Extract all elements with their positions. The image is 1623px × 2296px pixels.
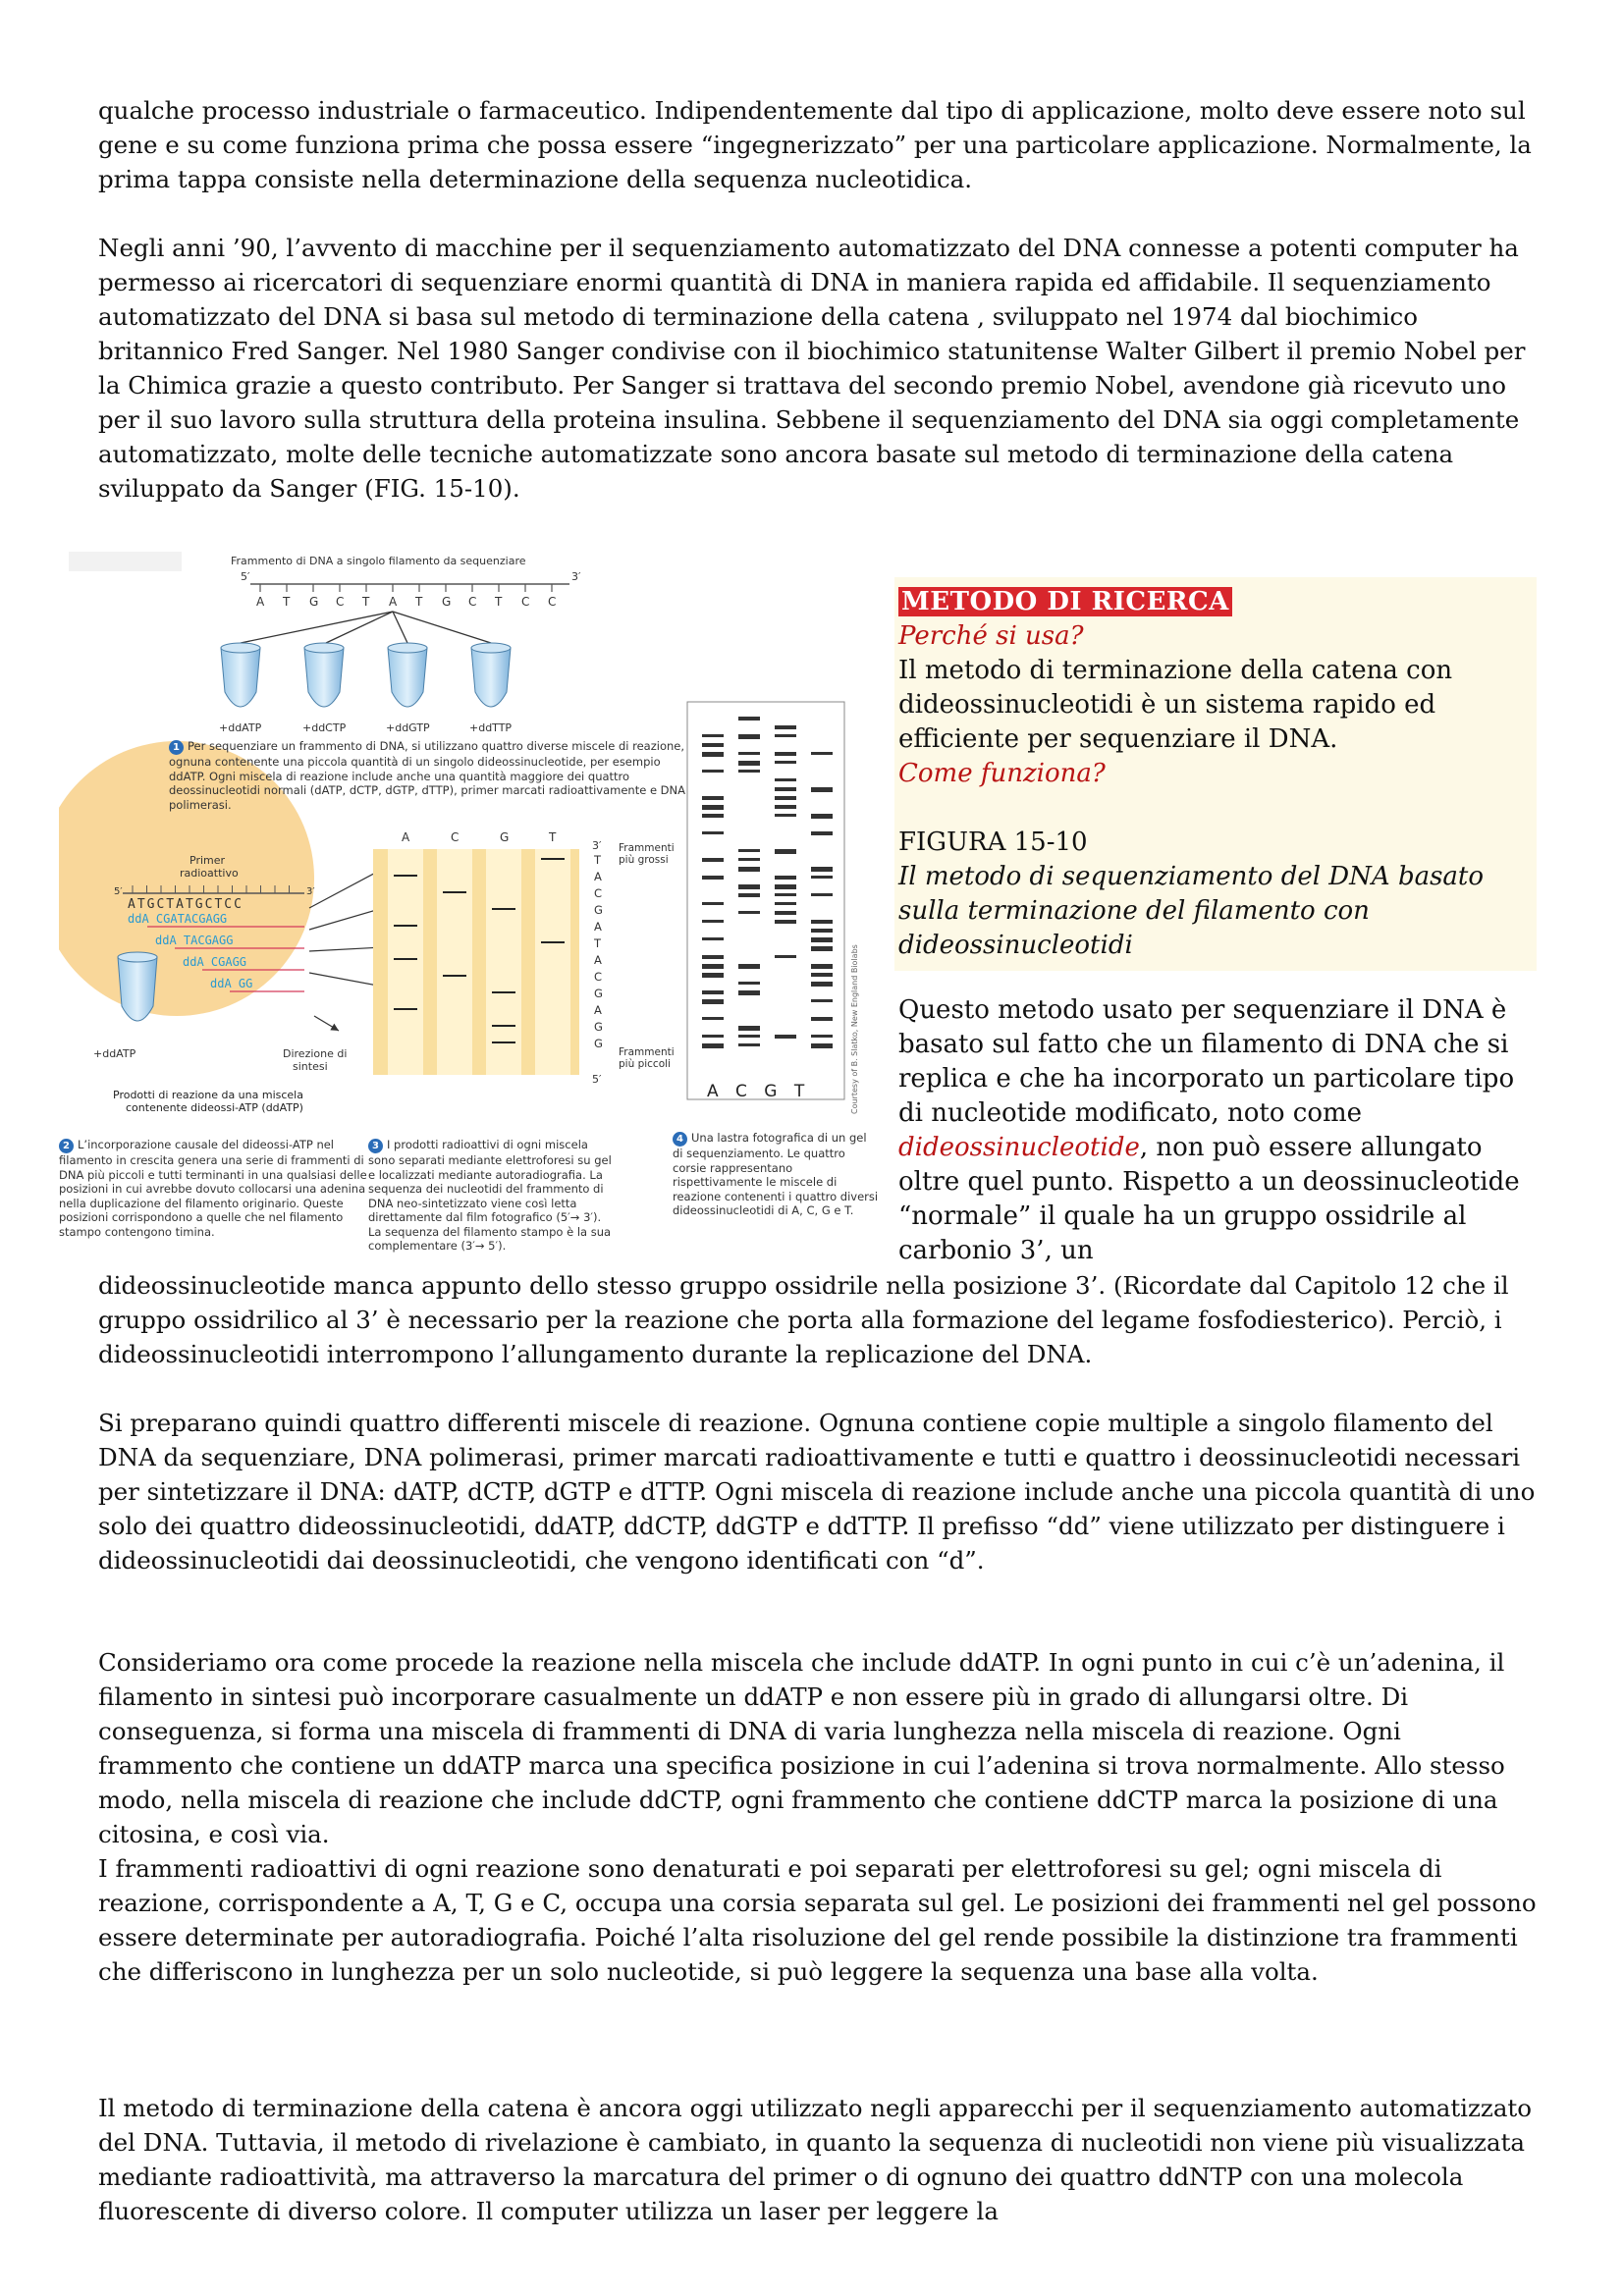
photo-band: [738, 867, 760, 872]
reaction-tube: [221, 648, 260, 707]
paragraph-sanger: Negli anni ’90, l’avvento di macchine per il sequenziamento automatizzato del DNA connesse a potenti computer ha permesso ai ricercatori di sequenziare enormi quantità di DNA in maniera rapida ed affidabile. Il sequenziamento automatizzato del DNA si basa sul metodo di terminazione della catena , sviluppato nel 1974 dal biochimico britannico Fred Sanger. Nel 1980 Sanger condivise con il biochimico statunitense Walter Gilbert il premio Nobel per la Chimica grazie a questo contributo. Per Sanger si trattava del secondo premio Nobel, avendone già ricevuto uno per il suo lavoro sulla struttura della proteina insulina. Sebbene il sequenziamento del DNA sia oggi completamente automatizzato, molte delle tecniche automatizzate sono ancora basate sul metodo di terminazione della catena sviluppato da Sanger (FIG. 15-10).: [98, 234, 1526, 503]
photo-band: [702, 831, 724, 834]
step3-caption: 3 I prodotti radioattivi di ogni miscela sono separati mediante elettroforesi su gel e localizzati mediante autoradiografia. La sequenza dei nucleotidi del frammento di DNA neo-sintetizzato viene così letta direttamente dal film fotografico (5′→ 3′). La sequenza del filamento stampo è la sua complementare (3′→ 5′).: [368, 1138, 612, 1253]
photo-band: [811, 937, 833, 942]
strand-base: A: [256, 595, 265, 609]
sidebar-body: Questo metodo usato per sequenziare il DNA è basato sul fatto che un filamento di DNA che si replica e che ha incorporato un particolare tipo di nucleotide modificato, noto come dideossinucleotide, non può essere allungato oltre quel punto. Rispetto a un deossinucleotide “normale” il quale ha un gruppo ossidrile al carbonio 3’, un: [898, 995, 1520, 1265]
photo-band: [775, 893, 796, 896]
photo-band: [738, 761, 760, 766]
photo-band: [775, 902, 796, 905]
courtesy-label: Courtesy of B. Slatko, New England Biolabs: [850, 944, 859, 1114]
strand-base: C: [468, 595, 477, 609]
photo-band: [702, 734, 724, 737]
step3-number: 3: [368, 1139, 383, 1153]
photo-band: [702, 955, 724, 959]
fragment-label: ddA GG: [210, 977, 253, 990]
photo-band: [811, 1043, 833, 1048]
photo-band: [702, 990, 724, 994]
photo-band: [702, 876, 724, 880]
photo-band: [775, 884, 796, 889]
photo-band: [775, 752, 796, 756]
photo-band: [738, 717, 760, 721]
figure-label: FIGURA 15-10: [898, 828, 1088, 857]
photo-band: [811, 929, 833, 933]
photo-band: [811, 1017, 833, 1021]
photo-band: [702, 743, 724, 747]
photo-band: [738, 770, 760, 773]
strand-5-label: 5′: [241, 570, 250, 583]
photo-band: [738, 849, 760, 852]
photo-band: [738, 982, 760, 985]
sequence-letter: C: [594, 886, 603, 900]
photo-band: [775, 725, 796, 729]
gel-lane: [388, 849, 423, 1075]
photo-band: [775, 778, 796, 781]
sequence-letter: A: [594, 870, 602, 883]
photo-band: [775, 734, 796, 737]
question-why: Perché si usa?: [898, 621, 1084, 651]
paragraph-mixtures: Si preparano quindi quattro differenti miscele di reazione. Ognuna contiene copie multiple a singolo filamento del DNA da sequenziare, DNA polimerasi, primer marcati radioattivamente e tutti e quattro i deossinucleotidi necessari per sintetizzare il DNA: dATP, dCTP, dGTP e dTTP. Ogni miscela di reazione include anche una piccola quantità di uno solo dei quattro dideossinucleotidi, ddATP, ddCTP, ddGTP e ddTTP. Il prefisso “dd” viene utilizzato per distinguere i dideossinucleotidi dai deossinucleotidi, che vengono identificati con “d”.: [98, 1409, 1536, 1575]
strand-base: C: [548, 595, 557, 609]
sequence-letter: G: [594, 1020, 603, 1034]
svg-text:5′: 5′: [592, 1073, 602, 1086]
photo-band: [811, 876, 833, 879]
strand-ticks: [260, 584, 552, 592]
question-how: Come funziona?: [898, 759, 1106, 788]
step4-number: 4: [673, 1132, 687, 1147]
svg-text:5′: 5′: [114, 886, 123, 897]
tube-label: +ddTTP: [469, 721, 513, 734]
photo-band: [702, 752, 724, 757]
photo-band: [702, 973, 724, 978]
sanger-figure: [59, 545, 893, 1261]
photo-band: [702, 1035, 724, 1038]
gel-column-label: A: [402, 830, 410, 844]
reaction-tube: [388, 648, 427, 707]
photo-band: [738, 964, 760, 969]
photo-band: [811, 973, 833, 977]
fragment-label: ddA CGATACGAGG: [128, 912, 228, 926]
step4-caption: 4 Una lastra fotografica di un gel di sequenziamento. Le quattro corsie rappresentano rispettivamente le miscele di reazione contenenti i quattro diversi dideossinucleotidi di A, C, G e T.: [673, 1131, 879, 1217]
strand-base: C: [521, 595, 530, 609]
dideossinucleotide-term: dideossinucleotide: [898, 1133, 1140, 1162]
photo-band: [702, 964, 724, 969]
sequence-letter: C: [594, 970, 603, 984]
paragraph-gel: I frammenti radioattivi di ogni reazione sono denaturati e poi separati per elettroforesi su gel; ogni miscela di reazione, corrispondente a A, T, G e C, occupa una corsia separata sul gel. Le posizioni dei frammenti nel gel possono essere determinate per autoradiografia. Poiché l’alta risoluzione del gel rende possibile la distinzione tra frammenti che differiscono in lunghezza per un solo nucleotide, si può leggere la sequenza una base alla volta.: [98, 1854, 1537, 1986]
strand-base: G: [309, 595, 319, 609]
photo-band: [811, 787, 833, 792]
photo-band: [738, 893, 760, 897]
strand-base: A: [389, 595, 398, 609]
photo-band: [775, 1035, 796, 1039]
photo-band: [775, 876, 796, 880]
sequence-letter: T: [594, 853, 602, 867]
paragraph-continuation: dideossinucleotide manca appunto dello stesso gruppo ossidrile nella posizione 3’. (Ricordate dal Capitolo 12 che il gruppo ossidrilico al 3’ è necessario per la reazione che porta alla formazione del legame fosfodiesterico). Perciò, i dideossinucleotidi interrompono l’allungamento durante la replicazione del DNA.: [98, 1271, 1509, 1368]
photo-band: [702, 796, 724, 800]
gel-column-label: C: [451, 830, 460, 844]
photo-band: [702, 920, 724, 923]
research-method-sidebar: [898, 577, 1537, 1268]
svg-text:3′: 3′: [306, 886, 315, 897]
gel-lane: [486, 849, 521, 1075]
step1-caption: 1 Per sequenziare un frammento di DNA, si utilizzano quattro diverse miscele di reazione, ognuna contenente una piccola quantità di un singolo dideossinucleotide, per esempio ddATP. Ogni miscela di reazione include anche una quantità maggiore dei quattro deossinucleotidi normali (dATP, dCTP, dGTP, dTTP), primer marcati radioattivamente e DNA polimerasi.: [169, 739, 685, 812]
products-label: Prodotti di reazione da una miscela contenente dideossi-ATP (ddATP): [113, 1089, 303, 1114]
photo-band: [811, 831, 833, 835]
photo-column-labels: A C G T: [707, 1082, 811, 1101]
answer-why: Il metodo di terminazione della catena con dideossinucleotidi è un sistema rapido ed efficiente per sequenziare il DNA.: [898, 656, 1453, 754]
photo-band: [738, 884, 760, 889]
strand-base: T: [283, 595, 291, 609]
photo-band: [775, 849, 796, 854]
sequence-letter: T: [594, 936, 602, 950]
svg-text:3′: 3′: [592, 839, 602, 852]
photo-band: [775, 796, 796, 800]
tube-label: +ddCTP: [302, 721, 347, 734]
circle-template: ATGCTATGCTCC: [128, 897, 243, 912]
strand-base: C: [336, 595, 345, 609]
photo-band: [811, 920, 833, 924]
photo-band: [811, 1035, 833, 1038]
photo-band: [702, 805, 724, 810]
sequence-letter: A: [594, 1003, 602, 1017]
strand-base: T: [362, 595, 370, 609]
fragment-label: ddA CGAGG: [183, 955, 247, 969]
photo-band: [775, 787, 796, 791]
tube-label: +ddATP: [219, 721, 262, 734]
photo-band: [811, 893, 833, 896]
method-badge: METODO DI RICERCA: [898, 587, 1232, 616]
fragment-label: ddA TACGAGG: [155, 934, 234, 947]
strand-base: G: [442, 595, 452, 609]
big-fragments-label: Frammenti più grossi: [619, 842, 675, 866]
primer-label: Primer radioattivo: [180, 854, 239, 880]
strand-base: T: [495, 595, 503, 609]
photo-band: [702, 1043, 724, 1048]
step2-number: 2: [59, 1139, 74, 1153]
gel-sequence: [593, 853, 603, 1050]
photo-band: [738, 858, 760, 861]
paragraph-intro: qualche processo industriale o farmaceutico. Indipendentemente dal tipo di applicazione, molto deve essere noto sul gene e su come funziona prima che possa essere “ingegnerizzato” per una particolare applicazione. Normalmente, la prima tappa consiste nella determinazione della sequenza nucleotidica.: [98, 96, 1532, 193]
photo-band: [811, 999, 833, 1002]
photo-band: [702, 902, 724, 905]
photo-band: [702, 858, 724, 862]
step2-caption: 2 L’incorporazione causale del dideossi-ATP nel filamento in crescita genera una serie di frammenti di DNA più piccoli e tutti terminanti in una qualsiasi delle posizioni in cui avrebbe dovuto collocarsi una adenina nella duplicazione del filamento originario. Queste posizioni corrispondono a quelle che nel filamento stampo contengono timina.: [59, 1138, 367, 1239]
sequence-letter: G: [594, 903, 603, 917]
photo-band: [702, 999, 724, 1004]
strand-base: T: [415, 595, 423, 609]
photo-band: [702, 937, 724, 940]
photo-band: [738, 1035, 760, 1038]
tube-bottom-label: +ddATP: [93, 1047, 136, 1060]
photo-band: [738, 990, 760, 995]
photo-band: [811, 752, 833, 755]
paragraph-automation: Il metodo di terminazione della catena è ancora oggi utilizzato negli apparecchi per il sequenziamento automatizzato del DNA. Tuttavia, il metodo di rivelazione è cambiato, in quanto la sequenza di nucleotidi non viene più visualizzata mediante radioattività, ma attraverso la marcatura del primer o di ognuno dei quattro ddNTP con una molecola fluorescente di diverso colore. Il computer utilizza un laser per leggere la: [98, 2094, 1533, 2225]
figure-title: Il metodo di sequenziamento del DNA basato sulla terminazione del filamento con dideossinucleotidi: [898, 862, 1485, 960]
photo-band: [738, 1043, 760, 1046]
photo-band: [738, 734, 760, 739]
sequence-letter: G: [594, 1037, 603, 1050]
reaction-tube: [471, 648, 511, 707]
gel-photo: [687, 702, 844, 1099]
step1-number: 1: [169, 740, 184, 755]
method-box: [894, 577, 1537, 971]
photo-band: [738, 752, 760, 755]
photo-band: [811, 814, 833, 819]
photo-band: [811, 964, 833, 969]
photo-band: [702, 814, 724, 818]
photo-band: [811, 946, 833, 951]
sequence-letter: G: [594, 987, 603, 1000]
tube-label: +ddGTP: [386, 721, 430, 734]
gel-column-label: T: [549, 830, 557, 844]
reaction-tube: [304, 648, 344, 707]
direction-label: Direzione di sintesi: [283, 1047, 348, 1073]
gel-lane: [535, 849, 570, 1075]
photo-band: [702, 770, 724, 773]
gel-column-label: G: [500, 830, 510, 844]
photo-band: [775, 911, 796, 915]
gel-lane: [437, 849, 472, 1075]
photo-band: [775, 955, 796, 958]
photo-band: [775, 814, 796, 817]
photo-band: [811, 867, 833, 872]
photo-band: [702, 1017, 724, 1020]
photo-band: [738, 911, 760, 914]
strand-3-label: 3′: [571, 570, 581, 583]
strand-bases: [256, 595, 556, 609]
photo-band: [775, 761, 796, 764]
photo-band: [738, 1026, 760, 1031]
photo-band: [811, 982, 833, 987]
sequence-letter: A: [594, 953, 602, 967]
reaction-tubes: [219, 643, 512, 734]
strand-title: Frammento di DNA a singolo filamento da sequenziare: [231, 555, 526, 567]
small-fragments-label: Frammenti più piccoli: [619, 1046, 675, 1070]
photo-band: [775, 920, 796, 924]
paragraph-ddatp: Consideriamo ora come procede la reazione nella miscela che include ddATP. In ogni punto in cui c’è un’adenina, il filamento in sintesi può incorporare casualmente un ddATP e non essere più in grado di allungarsi oltre. Di conseguenza, si forma una miscela di frammenti di DNA di varia lunghezza nella miscela di reazione. Ogni frammento che contiene un ddATP marca una specifica posizione in cui l’adenina si trova normalmente. Allo stesso modo, nella miscela di reazione che include ddCTP, ogni frammento che contiene ddCTP marca la posizione di una citosina, e così via.: [98, 1648, 1505, 1848]
photo-band: [775, 805, 796, 809]
sequence-letter: A: [594, 920, 602, 934]
